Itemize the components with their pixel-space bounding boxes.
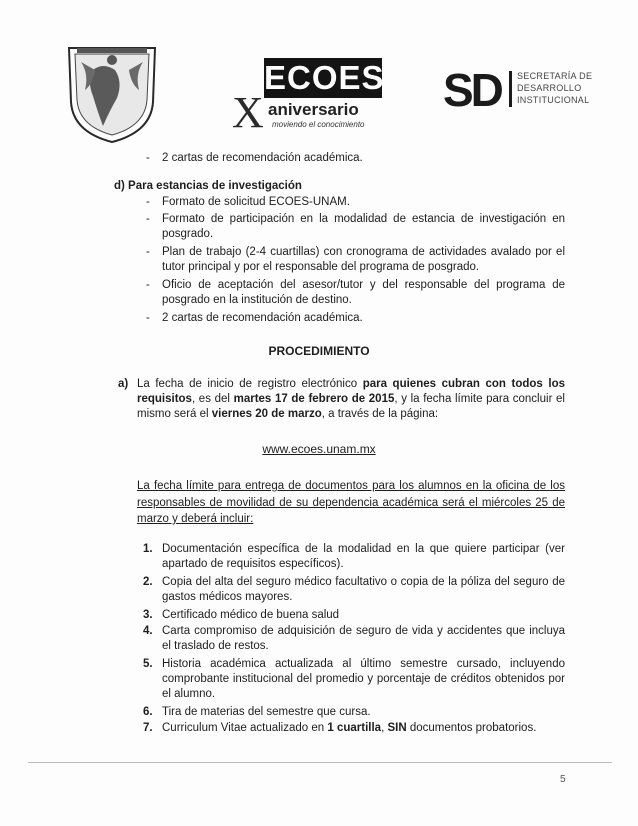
sd-logo-divider — [509, 71, 512, 107]
list-number-4: 4. — [143, 625, 153, 637]
list-item-7 — [162, 721, 565, 736]
section-d-item-1: Formato de solicitud ECOES-UNAM. — [162, 196, 350, 208]
sd-logo-line-2: DESARROLLO — [517, 83, 582, 93]
list-number-5: 5. — [143, 658, 153, 670]
list-item-4: Carta compromiso de adquisición de seguro de vida y accidentes que incluya el traslado de restos. — [162, 625, 565, 652]
bullet-dash: - — [146, 246, 150, 258]
list-number-7: 7. — [143, 722, 153, 734]
sd-logo-line-3: INSTITUCIONAL — [517, 95, 590, 105]
list-number-1: 1. — [143, 543, 153, 555]
bullet-dash: - — [146, 213, 150, 225]
section-d-item-5: 2 cartas de recomendación académica. — [162, 312, 363, 324]
footer-divider — [28, 762, 612, 763]
section-d-item-3: Plan de trabajo (2-4 cuartillas) con cronograma de actividades avalado por el tutor principal y por el responsable del programa de posgrado. — [162, 246, 565, 273]
item7-part-1: Curriculum Vitae actualizado en — [162, 722, 328, 734]
bullet-dash: - — [146, 279, 150, 291]
para-a-part-2: , es del — [191, 393, 234, 405]
aniversario-text: aniversario — [268, 100, 359, 119]
list-number-3: 3. — [143, 609, 153, 621]
ecoes-website-link[interactable]: www.ecoes.unam.mx — [262, 442, 376, 456]
item7-bold-1: 1 cuartilla — [327, 722, 382, 734]
aniversario-x-mark: X — [232, 88, 264, 137]
para-a-part-1: La fecha de inicio de registro electrónico — [137, 378, 363, 390]
para-a-bold-3: viernes 20 de marzo — [211, 408, 322, 420]
item7-part-2: , — [381, 722, 388, 734]
list-item-6: Tira de materias del semestre que cursa. — [162, 706, 371, 718]
sd-institucional-logo — [443, 64, 603, 116]
list-item-5: Historia académica actualizada al último semestre cursado, incluyendo comprobante institucional del promedio y porcentaje de créditos obtenidos por el alumno. — [162, 658, 565, 700]
deadline-paragraph: La fecha límite para entrega de documentos para los alumnos en la oficina de los responsables de movilidad de su dependencia académica será el miércoles 25 de marzo y deberá incluir: — [137, 480, 565, 525]
section-d-title: d) Para estancias de investigación — [114, 180, 302, 192]
section-d-item-2: Formato de participación en la modalidad de estancia de investigación en posgrado. — [162, 213, 565, 240]
bullet-dash: - — [146, 196, 150, 208]
aniversario-subtitle: moviendo el conocimiento — [272, 120, 365, 129]
item7-part-3: documentos probatorios. — [406, 722, 537, 734]
ecoes-logo-text: ECOES — [264, 59, 385, 96]
para-a-text — [137, 377, 565, 422]
para-a-bold-1: para quienes cubran con todos los requisitos — [137, 378, 565, 405]
section-d-item-4: Oficio de aceptación del asesor/tutor y del responsable del programa de posgrado en la institución de destino. — [162, 279, 565, 306]
list-item-2: Copia del alta del seguro médico facultativo o copia de la póliza del seguro de gastos médicos mayores. — [162, 576, 565, 603]
list-item-1: Documentación específica de la modalidad en la que quiere participar (ver apartado de requisitos específicos). — [162, 543, 565, 570]
unam-seal-logo — [63, 40, 161, 144]
bullet-dash: - — [146, 152, 150, 164]
procedimiento-heading: PROCEDIMIENTO — [268, 344, 370, 358]
para-a-part-3: , y la fecha límite para concluir el mismo será el — [137, 393, 565, 420]
sd-logo-letters: SD — [443, 64, 501, 116]
item7-bold-2: SIN — [387, 722, 407, 734]
top-item-text: 2 cartas de recomendación académica. — [162, 152, 363, 164]
list-item-3: Certificado médico de buena salud — [162, 609, 340, 621]
ecoes-aniversario-logo — [232, 58, 385, 137]
para-a-label: a) — [118, 378, 129, 390]
bullet-dash: - — [146, 312, 150, 324]
para-a-part-4: , a través de la página: — [321, 408, 439, 420]
list-number-2: 2. — [143, 576, 153, 588]
page-number: 5 — [560, 774, 566, 785]
list-number-6: 6. — [143, 706, 153, 718]
sd-logo-line-1: SECRETARÍA DE — [517, 71, 593, 81]
para-a-bold-2: martes 17 de febrero de 2015 — [233, 393, 395, 405]
